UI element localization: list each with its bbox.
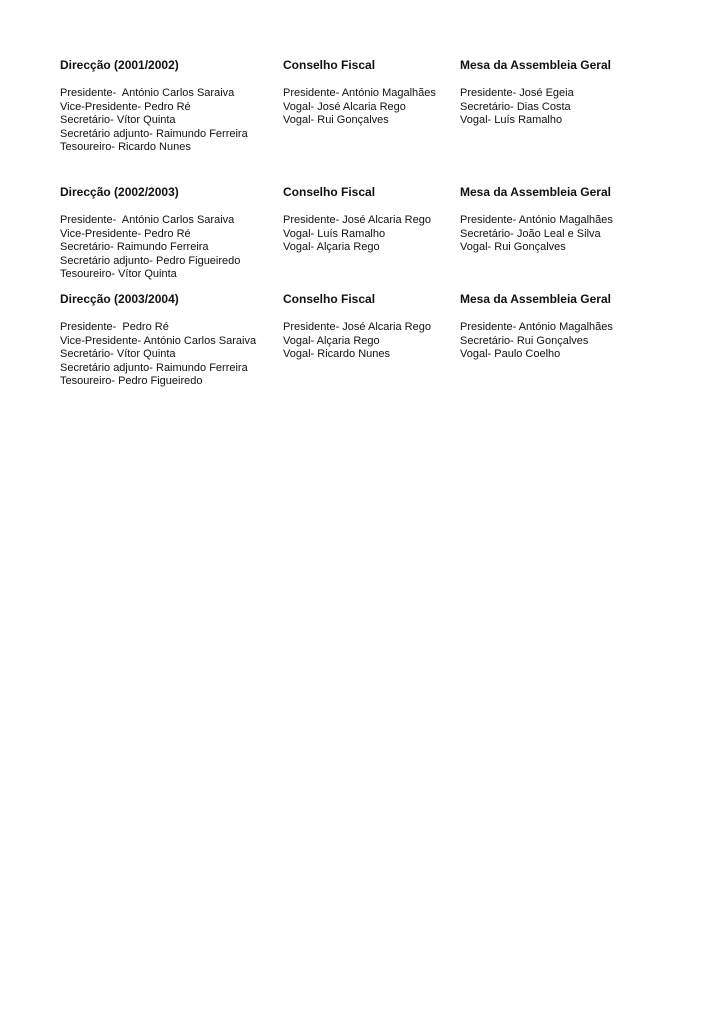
- section-title: Direcção (2002/2003): [60, 184, 179, 199]
- member-line: Vogal- Rui Gonçalves: [460, 241, 566, 254]
- year-block-2002-2003: [60, 185, 672, 282]
- section-title: Conselho Fiscal: [283, 184, 376, 199]
- section-title: Conselho Fiscal: [283, 291, 376, 306]
- member-line: Secretário- Dias Costa: [460, 100, 571, 113]
- member-list: [460, 214, 672, 255]
- member-line: Tesoureiro- Vítor Quinta: [60, 268, 177, 281]
- member-list: [460, 321, 672, 362]
- member-line: Tesoureiro- Ricardo Nunes: [60, 141, 191, 154]
- member-line: Presidente- António Magalhães: [460, 213, 613, 226]
- section-mesa-assembleia: [460, 185, 672, 282]
- member-line: Vogal- Alçaria Rego: [283, 334, 380, 347]
- member-line: Presidente- António Carlos Saraiva: [60, 87, 235, 99]
- member-line: Vogal- Ricardo Nunes: [283, 348, 391, 361]
- member-line: Vogal- Luís Ramalho: [283, 227, 386, 240]
- section-title: Direcção (2003/2004): [60, 291, 179, 306]
- section-direccao: [60, 292, 283, 389]
- member-line: Secretário- João Leal e Silva: [460, 227, 601, 240]
- member-line: Secretário- Vítor Quinta: [60, 348, 176, 361]
- year-block-2001-2002: [60, 58, 672, 155]
- member-line: Secretário adjunto- Raimundo Ferreira: [60, 361, 248, 374]
- member-list: [283, 214, 460, 255]
- member-line: Presidente- José Alcaria Rego: [283, 320, 431, 333]
- section-mesa-assembleia: [460, 58, 672, 155]
- section-title: Mesa da Assembleia Geral: [460, 58, 611, 72]
- member-line: Vogal- José Alcaria Rego: [283, 100, 406, 113]
- member-line: Tesoureiro- Pedro Figueiredo: [60, 375, 203, 388]
- member-line: Secretário adjunto- Raimundo Ferreira: [60, 127, 248, 140]
- member-list: [60, 87, 283, 155]
- member-line: Presidente- António Carlos Saraiva: [60, 213, 235, 226]
- member-line: Vogal- Luís Ramalho: [460, 114, 563, 127]
- member-line: Presidente- José Egeia: [460, 87, 574, 99]
- member-line: Presidente- José Alcaria Rego: [283, 213, 431, 226]
- section-conselho-fiscal: [283, 185, 460, 282]
- member-line: Vogal- Alçaria Rego: [283, 241, 380, 254]
- member-line: Secretário- Rui Gonçalves: [460, 334, 589, 347]
- section-title: Direcção (2001/2002): [60, 58, 179, 72]
- document-content: [60, 58, 672, 389]
- section-title: Conselho Fiscal: [283, 58, 376, 72]
- member-line: Presidente- António Magalhães: [283, 87, 436, 99]
- member-line: Secretário- Vítor Quinta: [60, 114, 176, 127]
- member-line: Vogal- Paulo Coelho: [460, 348, 561, 361]
- member-line: Secretário adjunto- Pedro Figueiredo: [60, 254, 241, 267]
- member-line: Presidente- António Magalhães: [460, 320, 613, 333]
- member-list: [60, 321, 283, 389]
- member-list: [460, 87, 672, 128]
- section-direccao: [60, 185, 283, 282]
- section-title: Mesa da Assembleia Geral: [460, 184, 611, 199]
- member-line: Vice-Presidente- Pedro Ré: [60, 227, 191, 240]
- member-line: Vice-Presidente- António Carlos Saraiva: [60, 334, 257, 347]
- member-line: Secretário- Raimundo Ferreira: [60, 241, 209, 254]
- section-conselho-fiscal: [283, 292, 460, 389]
- member-line: Vogal- Rui Gonçalves: [283, 114, 389, 127]
- section-conselho-fiscal: [283, 58, 460, 155]
- section-direccao: [60, 58, 283, 155]
- member-list: [283, 321, 460, 362]
- section-title: Mesa da Assembleia Geral: [460, 291, 611, 306]
- year-block-2003-2004: [60, 292, 672, 389]
- section-mesa-assembleia: [460, 292, 672, 389]
- member-list: [283, 87, 460, 128]
- member-line: Presidente- Pedro Ré: [60, 320, 169, 333]
- member-line: Vice-Presidente- Pedro Ré: [60, 100, 191, 113]
- member-list: [60, 214, 283, 282]
